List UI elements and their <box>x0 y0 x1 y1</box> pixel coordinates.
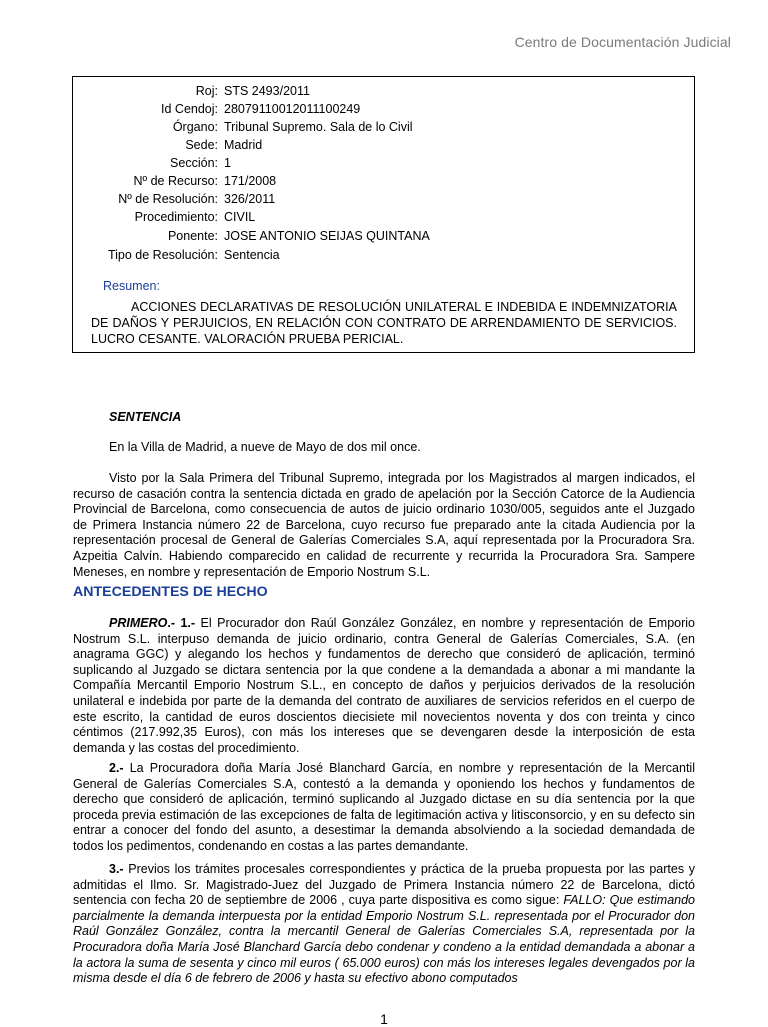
paragraph-3 <box>73 862 695 987</box>
sentencia-title: SENTENCIA <box>109 410 182 424</box>
meta-value: 1 <box>224 156 231 170</box>
meta-label: Ponente: <box>167 229 218 243</box>
meta-label: Nº de Recurso: <box>133 174 218 188</box>
meta-value: Tribunal Supremo. Sala de lo Civil <box>224 120 413 134</box>
meta-value: JOSE ANTONIO SEIJAS QUINTANA <box>224 229 430 243</box>
paragraph-primero <box>73 616 695 756</box>
paragraph-lead-number: .- 1.- <box>167 616 196 630</box>
meta-label: Roj: <box>195 84 218 98</box>
meta-row-organo <box>73 119 694 135</box>
resumen-label: Resumen: <box>103 279 160 293</box>
paragraph-2 <box>73 761 695 855</box>
meta-row-roj <box>73 83 694 99</box>
meta-row-recurso <box>73 173 694 189</box>
meta-label: Id Cendoj: <box>161 102 218 116</box>
meta-row-procedimiento <box>73 209 694 225</box>
paragraph-lead-primero: PRIMERO <box>109 616 168 630</box>
meta-row-seccion <box>73 155 694 171</box>
meta-label: Órgano: <box>172 120 218 134</box>
paragraph-lead-number: 2.- <box>109 761 124 775</box>
meta-value: STS 2493/2011 <box>224 84 310 98</box>
meta-row-tipo-resolucion <box>73 247 694 263</box>
meta-row-id-cendoj <box>73 101 694 117</box>
meta-row-sede <box>73 137 694 153</box>
paragraph-text: Previos los trámites procesales correspondientes y práctica de la prueba propuesta por las partes y admitidas el Ilmo. Sr. Magistrado-Juez del Juzgado de Primera Instancia número 22 de Barcelona, dictó sentencia con fecha 20 de septiembre de 2006 , cuya parte dispositiva es como sigue: <box>73 862 695 908</box>
meta-label: Tipo de Resolución: <box>107 248 218 262</box>
document-source-title: Centro de Documentación Judicial <box>514 34 731 50</box>
meta-value: 171/2008 <box>224 174 277 188</box>
fallo-italic-text: FALLO: Que estimando parcialmente la demanda interpuesta por la entidad Emporio Nostrum S.L. representada por el Procurador don Raúl González González, contra la mercantil General de Galerías Comerciales S.A, representada por la Procuradora doña María José Blanchard García debo condenar y condeno a la entidad demandada a abonar a la actora la suma de sesenta y cinco mil euros ( 65.000 euros) con más los intereses legales devengados por la misma desde el día 6 de febrero de 2006 y hasta su efectivo abono computados <box>73 893 695 986</box>
paragraph-text: El Procurador don Raúl González González, en nombre y representación de Emporio Nostrum S.L. interpuso demanda de juicio ordinario, contra General de Galerías Comerciales, S.A. (en anagrama GGC) y alegando los hechos y fundamentos de derecho que consideró de aplicación, terminó suplicando al Juzgado se dictara sentencia por la que condene a la demandada a abonar a mi mandante la Compañía Mercantil Emporio Nostrum S.L., en concepto de daños y perjuicios derivados de la resolución unilateral e indebida por parte de la demanda del contrato de auxiliares de servicios referidos en el cuerpo de este escrito, la cantidad de euros doscientos diecisiete mil novecientos noventa y dos con treinta y cinco céntimos (217.992,35 Euros), con más los intereses que se devengaren desde la interposición de esta demanda y las costas del procedimiento. <box>73 616 695 755</box>
meta-label: Procedimiento: <box>134 210 218 224</box>
meta-value: 28079110012011100249 <box>224 102 361 116</box>
paragraph-lead-number: 3.- <box>109 862 124 876</box>
resumen-text: ACCIONES DECLARATIVAS DE RESOLUCIÓN UNILATERAL E INDEBIDA E INDEMNIZATORIA DE DAÑOS Y PERJUICIOS, EN RELACIÓN CON CONTRATO DE ARRENDAMIENTO DE SERVICIOS. LUCRO CESANTE. VALORACIÓN PRUEBA PERICIAL. <box>91 300 677 346</box>
meta-label: Nº de Resolución: <box>118 192 218 206</box>
paragraph-text: La Procuradora doña María José Blanchard García, en nombre y representación de la Mercantil General de Galerías Comerciales S.A, contestó a la demanda y oponiendo los hechos y fundamentos de derecho que consideró de aplicación, terminó suplicando al Juzgado dictase en su día sentencia por la que proceda previa estimación de las excepciones de falta de legitimación activa y litisconsorcio, y en su defecto sin entrar a conocer del fondo del asunto, a desestimar la demanda absolviendo a la sociedad demandada de todos los pedimentos, condenando en costas a las partes demandante. <box>73 761 695 853</box>
meta-row-ponente <box>73 228 694 244</box>
metadata-box <box>72 76 695 353</box>
meta-row-resolucion <box>73 191 694 207</box>
meta-value: Sentencia <box>224 248 280 262</box>
page-number: 1 <box>380 1011 388 1027</box>
meta-label: Sección: <box>170 156 218 170</box>
meta-value: 326/2011 <box>224 192 276 206</box>
intro-paragraph: Visto por la Sala Primera del Tribunal Supremo, integrada por los Magistrados al margen indicados, el recurso de casación contra la sentencia dictada en grado de apelación por la Sección Catorce de la Audiencia Provincial de Barcelona, como consecuencia de autos de juicio ordinario 1030/005, seguidos ante el Juzgado de Primera Instancia número 22 de Barcelona, cuyo recurso fue preparado ante la citada Audiencia por la representación procesal de General de Galerías Comerciales S.A, aquí representada por la Procuradora Sra. Azpeitia Calvín. Habiendo comparecido en calidad de recurrente y recurrida la Procuradora Sra. Sampere Meneses, en nombre y representación de Emporio Nostrum S.L. <box>73 471 695 579</box>
meta-value: CIVIL <box>224 210 256 224</box>
section-heading-antecedentes: ANTECEDENTES DE HECHO <box>73 584 268 600</box>
meta-label: Sede: <box>185 138 218 152</box>
place-date-paragraph: En la Villa de Madrid, a nueve de Mayo de dos mil once. <box>109 440 421 454</box>
meta-value: Madrid <box>224 138 263 152</box>
